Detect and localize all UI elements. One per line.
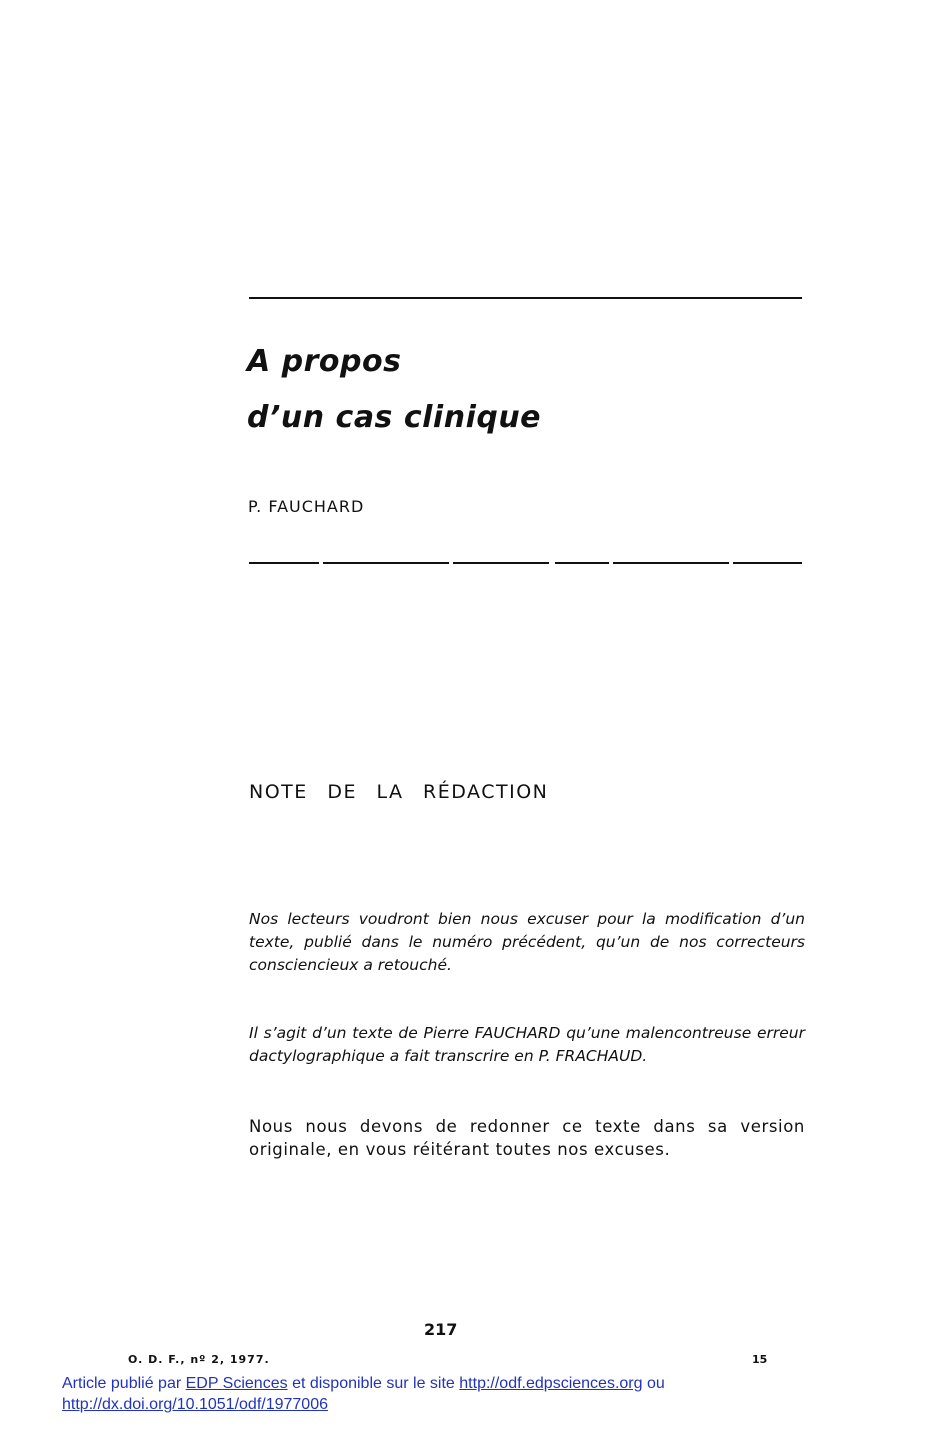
footer-text-before: Article publié par <box>62 1375 182 1392</box>
article-title <box>247 334 541 446</box>
footer-text-middle: et disponible sur le site <box>292 1375 455 1392</box>
doi-link[interactable]: http://dx.doi.org/10.1051/odf/1977006 <box>62 1396 328 1413</box>
signature-mark: 15 <box>752 1353 768 1366</box>
title-line-2: d’un cas clinique <box>247 400 542 435</box>
note-heading: NOTE DE LA RÉDACTION <box>249 781 549 803</box>
footer-text-after: ou <box>646 1375 665 1392</box>
note-paragraph-1: Nos lecteurs voudront bien nous excuser pour la modification d’un texte, publié dans le numéro précédent, qu’un de nos correcteurs consciencieux a retouché. <box>249 910 805 974</box>
title-line-1: A propos <box>247 344 402 379</box>
note-paragraph-3: Nous nous devons de redonner ce texte dans sa version originale, en vous réitérant toutes nos excuses. <box>249 1117 805 1159</box>
site-link[interactable]: http://odf.edpsciences.org <box>459 1375 643 1392</box>
note-paragraph-2: Il s’agit d’un texte de Pierre FAUCHARD qu’une malencontreuse erreur dactylographique a fait transcrire en P. FRACHAUD. <box>249 1024 805 1065</box>
journal-reference: O. D. F., nº 2, 1977. <box>128 1353 270 1366</box>
title-top-rule <box>249 297 802 299</box>
author-name: P. FAUCHARD <box>248 497 365 516</box>
title-bottom-rule <box>249 562 802 564</box>
publisher-footer <box>62 1373 822 1415</box>
page-number: 217 <box>424 1320 458 1339</box>
publisher-link[interactable]: EDP Sciences <box>185 1375 288 1392</box>
